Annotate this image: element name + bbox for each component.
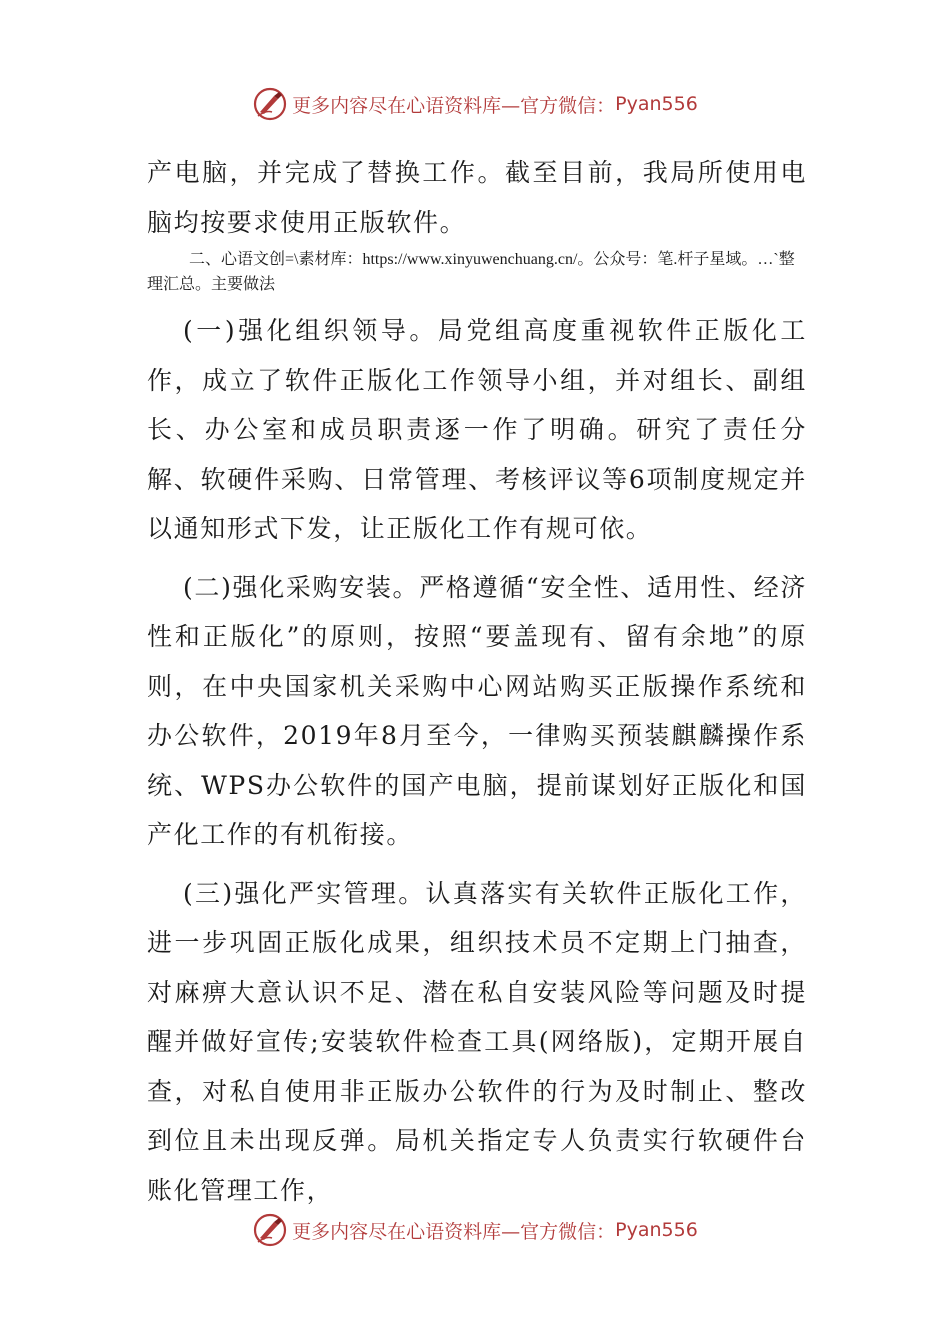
paragraph-organization: (一)强化组织领导。局党组高度重视软件正版化工作，成立了软件正版化工作领导小组，并对组长、副组长、办公室和成员职责逐一作了明确。研究了责任分解、软硬件采购、日常管理、考核评议等6项制度规定并以通知形式下发，让正版化工作有规可依。 [147,316,807,543]
banner-wechat-id: Pyan556 [615,93,698,115]
section-heading-small: 二、心语文创=\素材库：https://www.xinyuwenchuang.cn/。公众号：笔.杆子星域。…`整理汇总。主要做法 [147,251,795,293]
pen-logo-icon [252,86,288,122]
document-body [147,148,807,1215]
header-banner [0,84,950,124]
banner-wechat-id: Pyan556 [615,1219,698,1241]
banner-text: 更多内容尽在心语资料库—官方微信： [292,94,616,117]
paragraph-procurement: (二)强化采购安装。严格遵循“安全性、适用性、经济性和正版化”的原则，按照“要盖现有、留有余地”的原则，在中央国家机关采购中心网站购买正版操作系统和办公软件，2019年8月至今，一律购买预装麒麟操作系统、WPS办公软件的国产电脑，提前谋划好正版化和国产化工作的有机衔接。 [147,572,807,849]
paragraph-continuation: 产电脑，并完成了替换工作。截至目前，我局所使用电脑均按要求使用正版软件。 [147,158,807,237]
footer-banner [0,1210,950,1250]
paragraph-management: (三)强化严实管理。认真落实有关软件正版化工作，进一步巩固正版化成果，组织技术员不定期上门抽查，对麻痹大意认识不足、潜在私自安装风险等问题及时提醒并做好宣传;安装软件检查工具(网络版)，定期开展自查，对私自使用非正版办公软件的行为及时制止、整改到位且未出现反弹。局机关指定专人负责实行软硬件台账化管理工作， [147,878,807,1205]
pen-logo-icon [252,1212,288,1248]
banner-text: 更多内容尽在心语资料库—官方微信： [292,1220,616,1243]
